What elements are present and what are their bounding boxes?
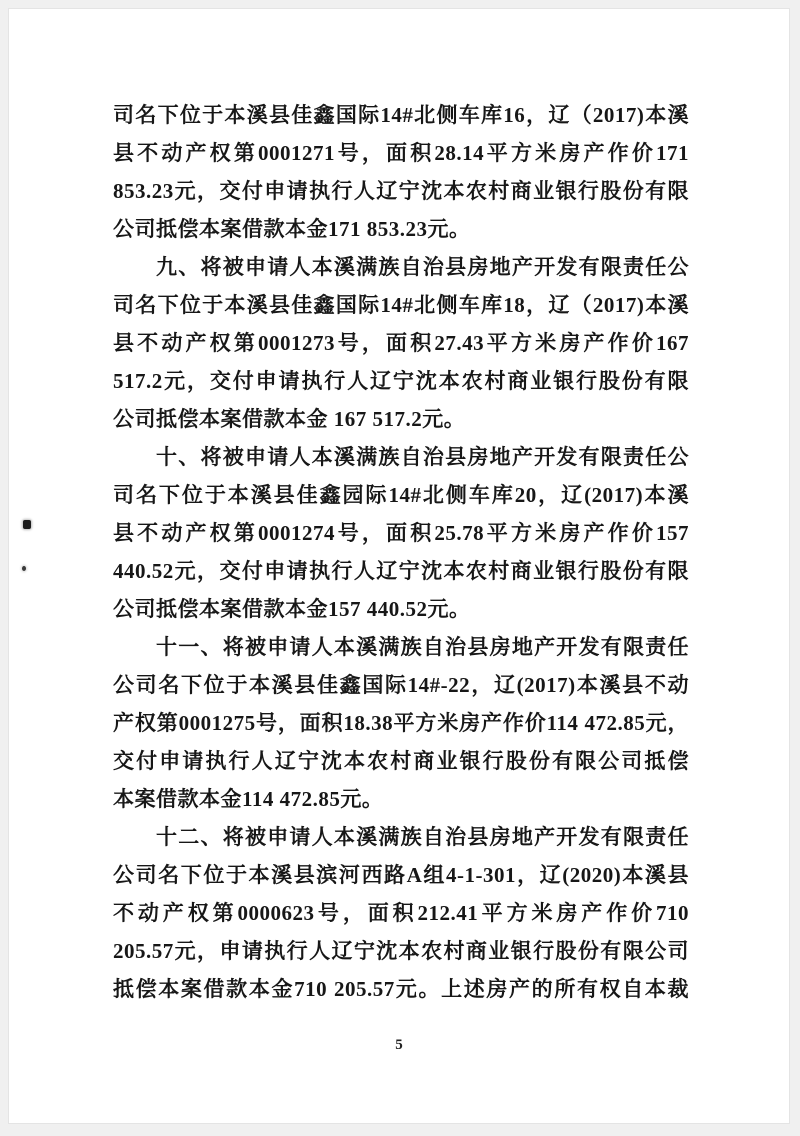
document-body [113, 96, 689, 1008]
text-line: 440.52元，交付申请执行人辽宁沈本农村商业银行股份有限 [113, 559, 689, 583]
scan-speck [23, 520, 31, 529]
text-line: 十二、将被申请人本溪满族自治县房地产开发有限责任 [156, 825, 689, 849]
text-line: 853.23元，交付申请执行人辽宁沈本农村商业银行股份有限 [113, 179, 689, 203]
page-number: 5 [395, 1037, 403, 1053]
text-line: 县不动产权第0001273号，面积27.43平方米房产作价167 [113, 331, 689, 355]
text-line: 抵偿本案借款本金710 205.57元。上述房产的所有权自本裁 [113, 977, 689, 1001]
text-line: 公司抵偿本案借款本金171 853.23元。 [113, 217, 471, 241]
text-line: 517.2元，交付申请执行人辽宁沈本农村商业银行股份有限 [113, 369, 689, 393]
text-line: 十一、将被申请人本溪满族自治县房地产开发有限责任 [156, 635, 689, 659]
text-line: 九、将被申请人本溪满族自治县房地产开发有限责任公 [156, 255, 689, 279]
text-line: 司名下位于本溪县佳鑫国际14#北侧车库16，辽（2017)本溪 [113, 103, 689, 127]
text-line: 本案借款本金114 472.85元。 [113, 787, 384, 811]
text-line: 公司抵偿本案借款本金 167 517.2元。 [113, 407, 466, 431]
text-line: 205.57元，申请执行人辽宁沈本农村商业银行股份有限公司 [113, 939, 689, 963]
text-line: 公司名下位于本溪县滨河西路A组4-1-301，辽(2020)本溪县 [113, 863, 689, 887]
scan-speck [22, 566, 26, 571]
document-page [8, 8, 790, 1124]
text-line: 司名下位于本溪县佳鑫园际14#北侧车库20，辽(2017)本溪 [113, 483, 689, 507]
text-line: 产权第0001275号，面积18.38平方米房产作价114 472.85元， [113, 711, 689, 735]
text-line: 不动产权第0000623号，面积212.41平方米房产作价710 [113, 901, 689, 925]
text-line: 十、将被申请人本溪满族自治县房地产开发有限责任公 [156, 445, 689, 469]
text-line: 公司抵偿本案借款本金157 440.52元。 [113, 597, 471, 621]
text-line: 交付申请执行人辽宁沈本农村商业银行股份有限公司抵偿 [113, 749, 689, 773]
text-line: 县不动产权第0001271号，面积28.14平方米房产作价171 [113, 141, 689, 165]
text-line: 公司名下位于本溪县佳鑫国际14#-22，辽(2017)本溪县不动 [113, 673, 689, 697]
text-line: 司名下位于本溪县佳鑫国际14#北侧车库18，辽（2017)本溪 [113, 293, 689, 317]
text-line: 县不动产权第0001274号，面积25.78平方米房产作价157 [113, 521, 689, 545]
